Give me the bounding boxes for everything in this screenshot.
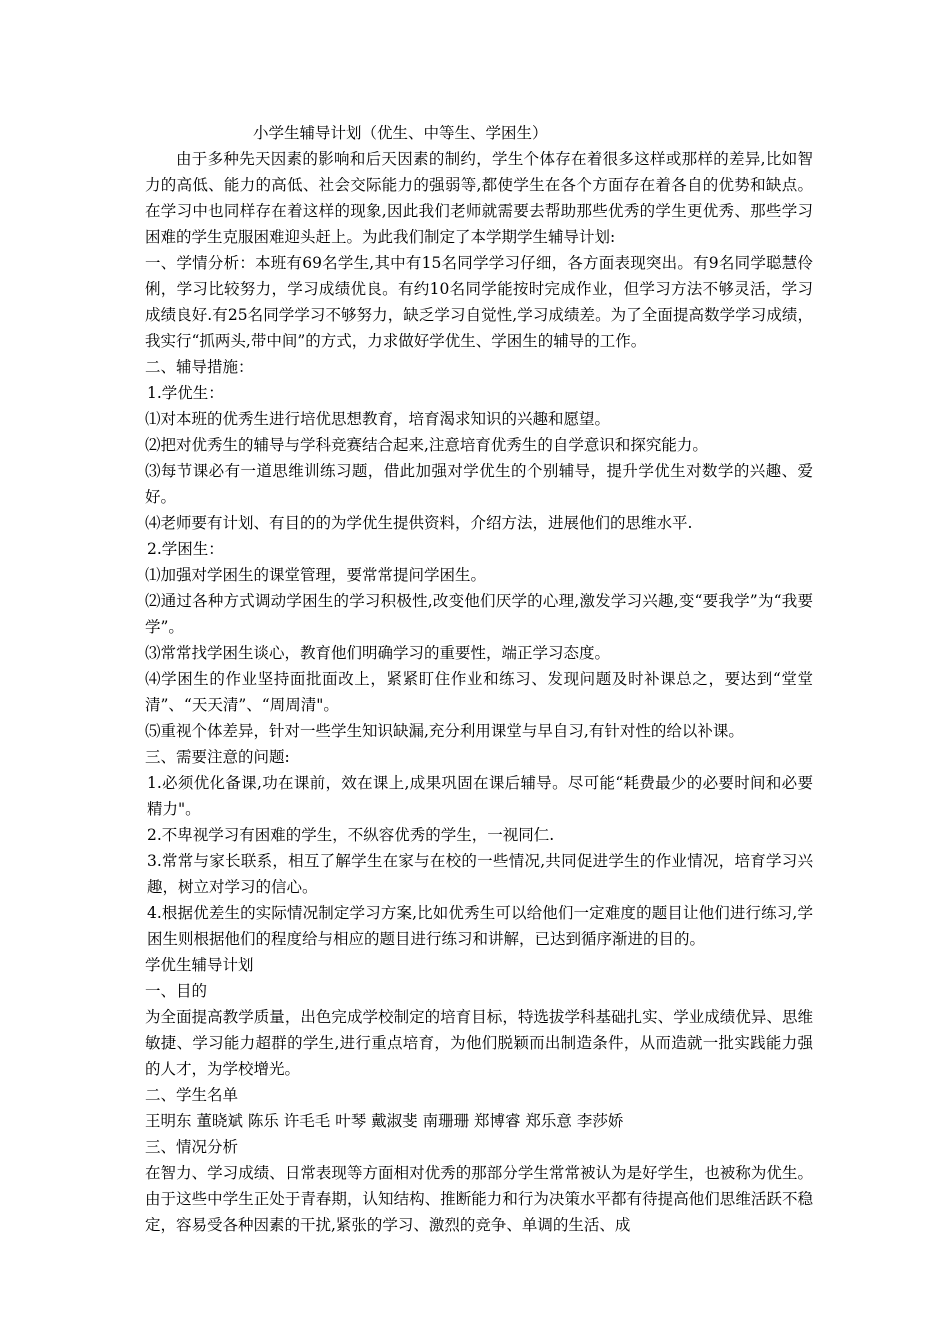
list-item: 4.根据优差生的实际情况制定学习方案,比如优秀生可以给他们一定难度的题目让他们进行练习,学困生则根据他们的程度给与相应的题目进行练习和讲解，已达到循序渐进的目的。 (147, 904, 813, 948)
document-title: 小学生辅导计划（优生、中等生、学困生） (253, 124, 548, 142)
subheading-struggling-students: 2.学困生： (147, 540, 224, 558)
list-item: ⑵通过各种方式调动学困生的学习积极性,改变他们厌学的心理,激发学习兴趣,变“要我学”为“我要学”。 (145, 592, 813, 636)
purpose-paragraph: 为全面提高教学质量，出色完成学校制定的培育目标，特选拔学科基础扎实、学业成绩优异、思维敏捷、学习能力超群的学生,进行重点培育，为他们脱颖而出制造条件，从而造就一批实践能力强的人才，为学校增光。 (145, 1008, 813, 1078)
list-item: ⑷老师要有计划、有目的的为学优生提供资料，介绍方法，进展他们的思维水平. (145, 514, 693, 532)
list-item: ⑶每节课必有一道思维训练习题，借此加强对学优生的个别辅导，提升学优生对数学的兴趣、爱好。 (145, 462, 813, 506)
list-item: 2.不卑视学习有困难的学生，不纵容优秀的学生，一视同仁. (147, 826, 555, 844)
list-item: ⑶常常找学困生谈心，教育他们明确学习的重要性，端正学习态度。 (145, 644, 611, 662)
list-item: ⑴加强对学困生的课堂管理，要常常提问学困生。 (145, 566, 487, 584)
section-heading-situation: 三、情况分析 (145, 1138, 239, 1156)
section-situation-analysis: 一、学情分析：本班有69名学生,其中有15名同学学习仔细，各方面表现突出。有9名同学聪慧伶俐，学习比较努力，学习成绩优良。有约10名同学能按时完成作业，但学习方法不够灵活，学习成绩良好.有25名同学学习不够努力，缺乏学习自觉性,学习成绩差。为了全面提高数学学习成绩，我实行“抓两头,带中间”的方式，力求做好学优生、学困生的辅导的工作。 (145, 254, 813, 350)
list-item: ⑸重视个体差异，针对一些学生知识缺漏,充分利用课堂与早自习,有针对性的给以补课。 (145, 722, 744, 740)
section-heading-notes: 三、需要注意的问题: (145, 748, 290, 766)
list-item: ⑵把对优秀生的辅导与学科竞赛结合起来,注意培育优秀生的自学意识和探究能力。 (145, 436, 708, 454)
section-heading-measures: 二、辅导措施： (145, 358, 254, 376)
student-name-list: 王明东 董晓斌 陈乐 许毛毛 叶琴 戴淑斐 南珊珊 郑博睿 郑乐意 李莎娇 (145, 1112, 624, 1130)
situation-paragraph: 在智力、学习成绩、日常表现等方面相对优秀的那部分学生常常被认为是好学生，也被称为优生。由于这些中学生正处于青春期，认知结构、推断能力和行为决策水平都有待提高他们思维活跃不稳定，容易受各种因素的干扰,紧张的学习、激烈的竞争、单调的生活、成 (145, 1164, 813, 1234)
section-heading-student-list: 二、学生名单 (145, 1086, 239, 1104)
section-title-top-student-plan: 学优生辅导计划 (145, 956, 254, 974)
subheading-top-students: 1.学优生： (147, 384, 224, 402)
list-item: ⑷学困生的作业坚持面批面改上，紧紧盯住作业和练习、发现问题及时补课总之，要达到“堂堂清”、“天天清”、“周周清"。 (145, 670, 813, 714)
intro-paragraph: 由于多种先天因素的影响和后天因素的制约，学生个体存在着很多这样或那样的差异,比如智力的高低、能力的高低、社会交际能力的强弱等,都使学生在各个方面存在着各自的优势和缺点。在学习中也同样存在着这样的现象,因此我们老师就需要去帮助那些优秀的学生更优秀、那些学习困难的学生克服困难迎头赶上。为此我们制定了本学期学生辅导计划: (145, 150, 813, 246)
list-item: 1.必须优化备课,功在课前，效在课上,成果巩固在课后辅导。尽可能“耗费最少的必要时间和必要精力"。 (147, 774, 813, 818)
list-item: ⑴对本班的优秀生进行培优思想教育，培育渴求知识的兴趣和愿望。 (145, 410, 611, 428)
document-page (145, 120, 813, 1238)
section-heading-purpose: 一、目的 (145, 982, 208, 1000)
list-item: 3.常常与家长联系，相互了解学生在家与在校的一些情况,共同促进学生的作业情况，培育学习兴趣，树立对学习的信心。 (147, 852, 813, 896)
